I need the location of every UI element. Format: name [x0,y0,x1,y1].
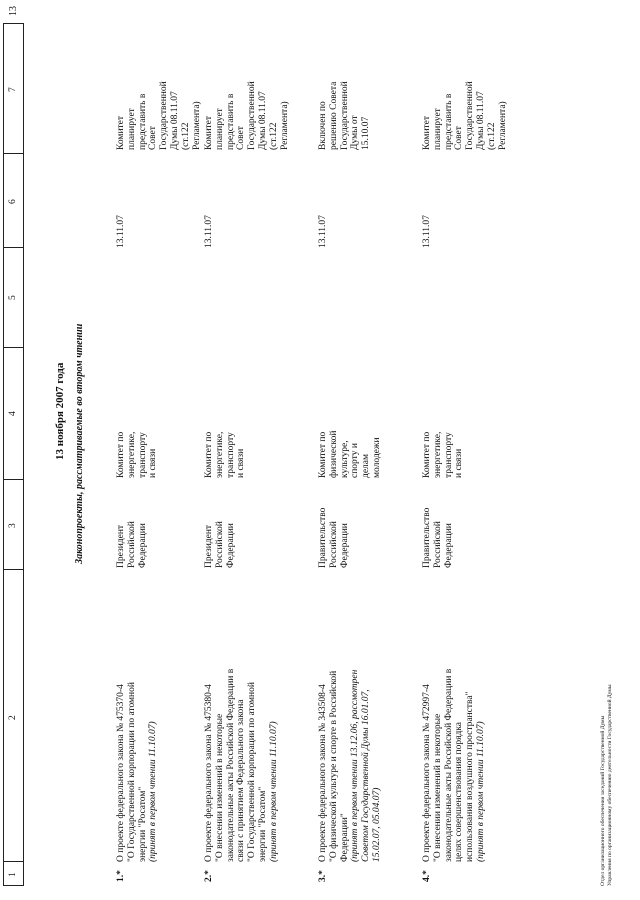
committee-line: Комитет по [422,431,432,478]
row-number: 3.* [318,870,328,882]
date-cell: 13.11.07 [116,215,126,248]
remark-line: Государственной [247,81,258,150]
bill-line: "О Государственной корпорации по атомной [126,682,137,862]
bill-note: (принят в первом чтении 11.10.07) [475,721,486,862]
initiator-line: Правительство [318,507,328,568]
remark-line: Комитет планирует [422,108,443,150]
committee-line: Комитет по [116,431,126,478]
remark-line: Включен по [318,101,328,150]
initiator-line: Федерации [443,523,454,568]
bill-line: Федерации" [339,813,350,862]
committee-line: энергетике, [126,431,137,478]
initiator [422,508,454,568]
section-title: Законопроекты, рассматриваемые во втором чтении [74,323,85,564]
remark-line: Комитет планирует [204,108,225,150]
column-number: 5 [8,295,18,300]
bill-note: (принят в первом чтении 13.12.06, рассмотрен [350,669,361,862]
header-divider [3,153,24,154]
committee-line: энергетике, [432,431,443,478]
initiator [116,521,148,568]
remark-line: (ст.122 Регламента) [268,101,290,150]
committee [116,432,159,478]
page-number: 13 [8,6,19,16]
date-cell: 13.11.07 [204,215,214,248]
remark [422,81,508,150]
committee-line: энергетике, [214,431,225,478]
bill-note: (принят в первом чтении 11.10.07) [268,721,279,862]
bill-note: 15.02.07, 05.04.07) [371,787,382,862]
remark-line: представить в Совет [137,93,159,150]
bill-line: энергии "Росатом" [257,786,268,862]
column-number: 4 [8,411,18,416]
committee-line: транспорту и связи [137,432,159,478]
bill-line: связи с принятием Федерального закона [236,699,247,862]
initiator-line: Федерации [339,523,350,568]
column-number: 6 [8,199,18,204]
column-number: 2 [8,715,18,720]
remark [204,81,290,150]
committee-line: культуре, спорту и [339,440,361,478]
remark-line: Думы 08.11.07 [475,91,486,150]
date-title: 13 ноября 2007 года [54,362,66,460]
committee [204,432,247,478]
date-cell: 13.11.07 [318,215,328,248]
bill-line: использования воздушного пространства" [465,691,476,862]
bill-line: О проекте федерального закона № 475380-4 [204,684,214,862]
bill-line: целях совершенствования порядка [454,721,465,862]
initiator-line: Президент [116,524,126,568]
bill-description [116,572,159,862]
remark-line: представить в Совет [443,93,465,150]
committee-line: транспорту и связи [443,432,465,478]
remark-line: Государственной [339,81,350,150]
remark-line: Государственной [159,81,170,150]
committee-line: Комитет по [204,431,214,478]
row-number: 2.* [204,870,214,882]
bill-line: "О внесении изменений в некоторые [214,713,225,862]
bill-line: О проекте федерального закона № 343508-4 [318,684,328,862]
remark-line: (ст.122 Регламента) [486,101,508,150]
bill-line: "О Государственной корпорации по атомной [247,682,258,862]
remark [116,81,202,150]
header-divider [3,347,24,348]
column-number: 1 [8,872,18,877]
footer-line: Управления по организационному обеспечению деятельности Государственной Думы [607,684,613,886]
remark-line: Думы 08.11.07 [169,91,180,150]
bill-line: энергии "Росатом" [137,786,148,862]
bill-line: "О внесении изменений в некоторые [432,713,443,862]
row-number: 4.* [422,870,432,882]
bill-description [204,572,280,862]
initiator-line: Федерации [225,523,236,568]
remark-line: представить в Совет [225,93,247,150]
initiator-line: Российской [126,521,137,568]
footer-line: Отдел организационного обеспечения заседаний Государственной Думы [600,715,606,886]
initiator-line: Российской [432,521,443,568]
remark-line: Комитет планирует [116,108,137,150]
header-divider [3,23,24,24]
initiator-line: Правительство [422,507,432,568]
bill-note: Советом Государственной Думы 16.01.07, [361,689,372,862]
header-divider [3,861,24,862]
header-divider [3,479,24,480]
initiator-line: Федерации [137,523,148,568]
committee [318,431,383,479]
column-number: 3 [8,523,18,528]
committee-line: делам молодежи [361,437,382,478]
initiator [204,521,236,568]
remark-line: Государственной [465,81,476,150]
remark-line: Думы от 15.10.07 [350,115,372,150]
footer [600,684,614,886]
initiator-line: Президент [204,524,214,568]
header-divider [3,885,24,886]
date-cell: 13.11.07 [422,215,432,248]
remark-line: Думы 08.11.07 [257,91,268,150]
row-number: 1.* [116,870,126,882]
bill-line: О проекте федерального закона № 475370-4 [116,684,126,862]
committee [422,432,465,478]
bill-description [422,572,487,862]
remark-line: (ст.122 Регламента) [180,101,202,150]
header-divider [3,569,24,570]
committee-line: физической [328,430,339,478]
bill-line: "О физической культуре и спорте в Российской [328,670,339,862]
header-divider [3,247,24,248]
initiator-line: Российской [214,521,225,568]
initiator-line: Российской [328,521,339,568]
committee-line: Комитет по [318,431,328,478]
bill-note: (принят в первом чтении 11.10.07) [148,721,159,862]
initiator [318,508,350,568]
committee-line: транспорту и связи [225,432,247,478]
remark [318,81,372,150]
bill-line: законодательные акты Российской Федерации в [443,668,454,862]
remark-line: решению Совета [328,81,339,150]
column-number: 7 [8,87,18,92]
bill-description [318,572,383,862]
bill-line: О проекте федерального закона № 472997-4 [422,684,432,862]
bill-line: законодательные акты Российской Федерации в [225,668,236,862]
